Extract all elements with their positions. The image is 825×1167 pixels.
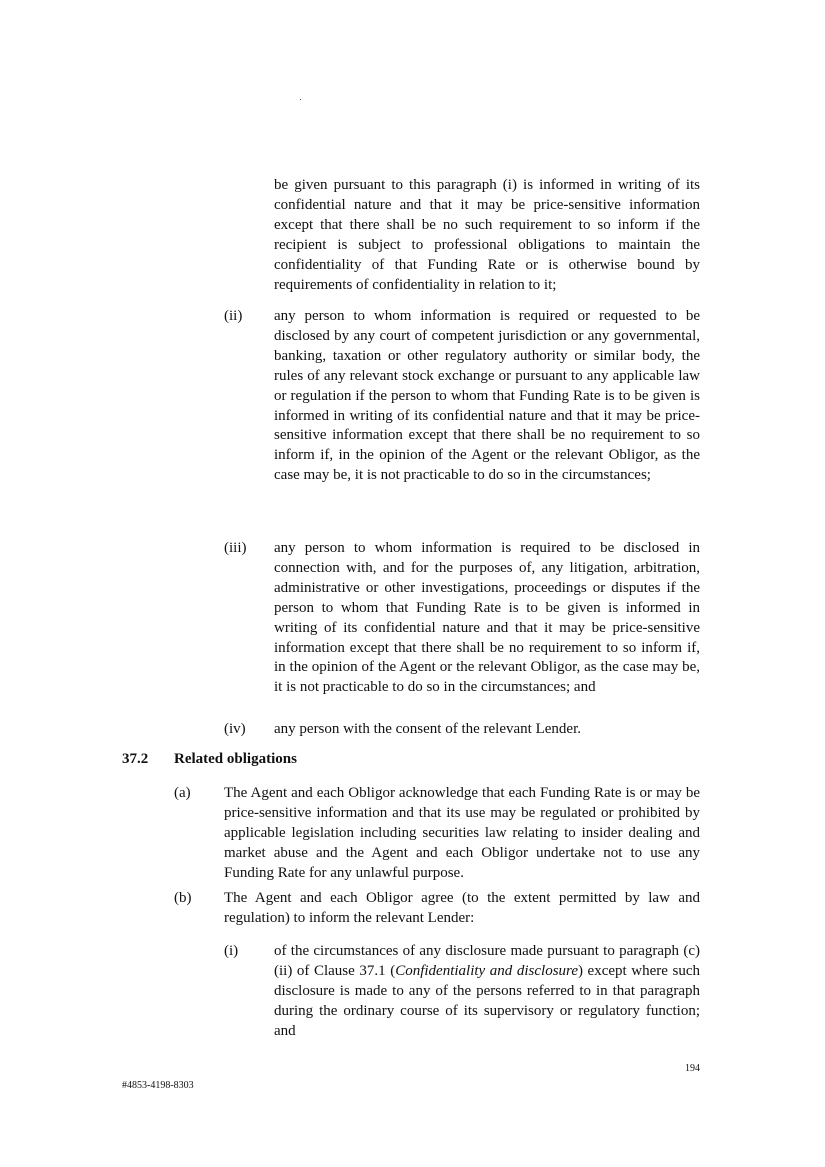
- subclause-number-a: (a): [174, 785, 191, 801]
- subclause-text-a: The Agent and each Obligor acknowledge that each Funding Rate is or may be price-sensitive information and that its use may be regulated or prohibited by applicable legislation including securities law relating to insider dealing and market abuse and the Agent and each Obligor undertake not to use any Funding Rate for any unlawful purpose.: [224, 785, 700, 881]
- item-text-iii: any person to whom information is required to be disclosed in connection with, and for the purposes of, any litigation, arbitration, administrative or other investigations, proceedings or disputes if the person to whom that Funding Rate is to be given is informed in writing of its confidential nature and that it may be price-sensitive information except that there shall be no requirement to so inform if, in the opinion of the Agent or the relevant Obligor, as the case may be, it is not practicable to do so in the circumstances; and: [274, 540, 700, 696]
- subclause-b-item-text-i: [274, 942, 700, 1042]
- subclause-number-b: (b): [174, 890, 192, 906]
- page-number: 194: [685, 1063, 700, 1074]
- section-number: 37.2: [122, 751, 149, 767]
- item-number-iii: (iii): [224, 540, 247, 556]
- item-text-after: ) except where such disclosure is made to any of the persons referred to in that paragraph during the ordinary course of its supervisory or regulatory function; and: [274, 962, 700, 1039]
- item-number-ii: (ii): [224, 308, 243, 324]
- subclause-text-b: The Agent and each Obligor agree (to the extent permitted by law and regulation) to inform the relevant Lender:: [224, 890, 700, 926]
- item-text-iv: any person with the consent of the relevant Lender.: [274, 721, 581, 737]
- item-text-ii: any person to whom information is required or requested to be disclosed by any court of competent jurisdiction or any governmental, banking, taxation or other regulatory authority or similar body, the rules of any relevant stock exchange or pursuant to any applicable law or regulation if the person to whom that Funding Rate is to be given is informed in writing of its confidential nature and that it may be price-sensitive information except that there shall be no requirement to so inform if, in the opinion of the Agent or the relevant Obligor, as the case may be, it is not practicable to do so in the circumstances;: [274, 308, 700, 484]
- subclause-b-item-number-i: (i): [224, 943, 239, 959]
- section-heading: Related obligations: [174, 751, 297, 767]
- document-reference: #4853-4198-8303: [122, 1080, 194, 1091]
- continued-paragraph-i: be given pursuant to this paragraph (i) is informed in writing of its confidential nature and that it may be price-sensitive information except that there shall be no such requirement to so inform if the recipient is subject to professional obligations to maintain the confidentiality of that Funding Rate or is otherwise bound by requirements of confidentiality in relation to it;: [274, 177, 700, 293]
- clause-reference-title: Confidentiality and disclosure: [395, 962, 578, 979]
- scan-mark: [300, 99, 301, 100]
- item-text-before: of the circumstances of any disclosure made pursuant to paragraph (c)(ii) of Clause 37.1 (: [274, 943, 700, 979]
- item-number-iv: (iv): [224, 721, 246, 737]
